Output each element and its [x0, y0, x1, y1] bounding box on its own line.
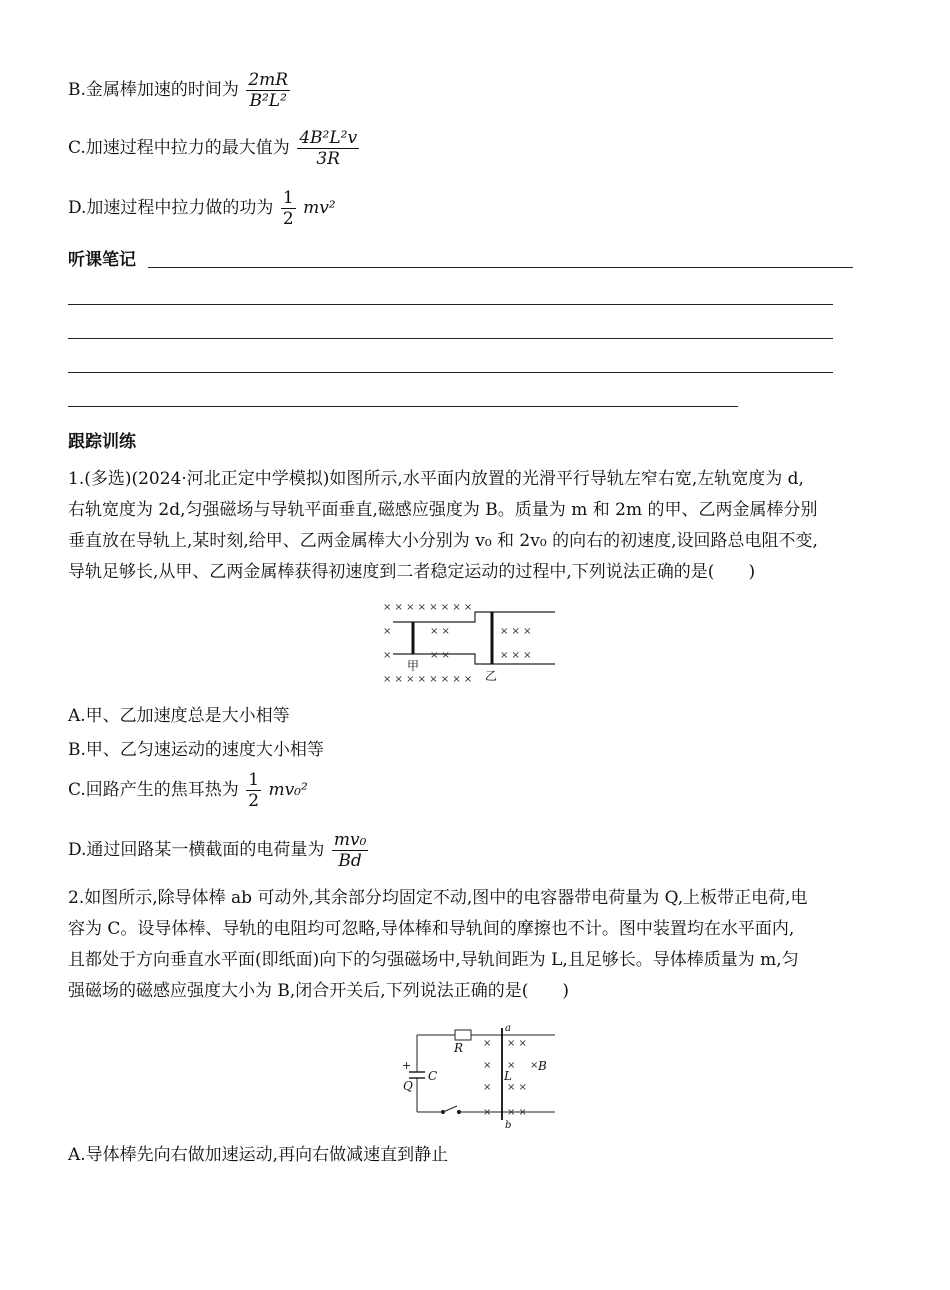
- svg-text:×: ×: [383, 650, 392, 661]
- q2-line: 强磁场的磁感应强度大小为 B,闭合开关后,下列说法正确的是( ): [68, 981, 569, 1001]
- q2-circuit-figure: [395, 1022, 560, 1132]
- option-b: [68, 70, 292, 111]
- label-yi: 乙: [485, 669, 498, 683]
- question-1-stem: [68, 464, 888, 588]
- svg-text:× ×: × ×: [507, 1038, 527, 1049]
- label-l: L: [504, 1069, 512, 1083]
- q1-option-d-prefix: D.通过回路某一横截面的电荷量为: [68, 840, 325, 860]
- q2-line: 容为 C。设导体棒、导轨的电阻均可忽略,导体棒和导轨间的摩擦也不计。图中装置均在水平面内,: [68, 919, 795, 939]
- q1-option-d: [68, 830, 370, 871]
- label-field-b: B: [538, 1059, 547, 1073]
- notes-line-4: [68, 406, 738, 407]
- notes-line-2: [68, 338, 833, 339]
- svg-text:×: ×: [530, 1060, 539, 1071]
- label-r: R: [454, 1041, 464, 1055]
- q1-option-c-prefix: C.回路产生的焦耳热为: [68, 780, 239, 800]
- notes-title: 听课笔记: [68, 250, 136, 270]
- training-title: 跟踪训练: [68, 432, 136, 452]
- svg-text:× ×: × ×: [507, 1107, 527, 1118]
- notes-underline: [148, 267, 853, 268]
- q1-option-d-fraction: $\frac{\text{mv₀}}{Bd}$: [333, 830, 367, 871]
- svg-text:× × × × × × × ×: × × × × × × × ×: [383, 674, 473, 685]
- label-a: a: [505, 1023, 511, 1034]
- q1-option-c: [68, 770, 308, 811]
- label-b: b: [505, 1120, 512, 1131]
- option-d-suffix: mv²: [303, 198, 336, 218]
- svg-text:× × × × × × × ×: × × × × × × × ×: [383, 602, 473, 613]
- label-c: C: [428, 1069, 438, 1083]
- option-d: [68, 188, 336, 229]
- q1-option-b: B.甲、乙匀速运动的速度大小相等: [68, 740, 324, 760]
- option-d-fraction: $\frac{1}{2}$: [282, 188, 294, 229]
- svg-text:× × ×: × × ×: [500, 650, 532, 661]
- svg-text:× ×: × ×: [430, 626, 450, 637]
- question-2-stem: [68, 883, 888, 1007]
- q1-line: 1.(多选)(2024·河北正定中学模拟)如图所示,水平面内放置的光滑平行导轨左窄右宽,左轨宽度为 d,: [68, 469, 804, 489]
- svg-text:×: ×: [483, 1082, 492, 1093]
- svg-text:×: ×: [383, 626, 392, 637]
- option-d-prefix: D.加速过程中拉力做的功为: [68, 198, 274, 218]
- resistor: [455, 1030, 471, 1040]
- svg-text:×: ×: [483, 1038, 492, 1049]
- svg-text:×: ×: [483, 1060, 492, 1071]
- option-b-fraction: $\frac{2mR}{\text{B²L²}}$: [248, 70, 289, 111]
- option-c-prefix: C.加速过程中拉力的最大值为: [68, 138, 290, 158]
- option-b-prefix: B.金属棒加速的时间为: [68, 80, 239, 100]
- option-c: [68, 128, 361, 169]
- notes-line-3: [68, 372, 833, 373]
- svg-text:×: ×: [507, 1060, 516, 1071]
- svg-text:× ×: × ×: [430, 650, 450, 661]
- q1-rails-figure: [375, 598, 565, 688]
- q1-option-c-suffix: mv₀²: [268, 780, 308, 800]
- svg-text:× × ×: × × ×: [500, 626, 532, 637]
- magnetic-field-crosses: [383, 602, 532, 685]
- svg-text:×: ×: [483, 1107, 492, 1118]
- notes-line-1: [68, 304, 833, 305]
- option-c-fraction: $\frac{\text{4B²L²v}}{3R}$: [299, 128, 358, 169]
- label-jia: 甲: [407, 659, 420, 673]
- q1-line: 垂直放在导轨上,某时刻,给甲、乙两金属棒大小分别为 v₀ 和 2v₀ 的向右的初速度,设回路总电阻不变,: [68, 531, 818, 551]
- q1-option-a: A.甲、乙加速度总是大小相等: [68, 706, 290, 726]
- q1-line: 右轨宽度为 2d,匀强磁场与导轨平面垂直,磁感应强度为 B。质量为 m 和 2m 的甲、乙两金属棒分别: [68, 500, 818, 520]
- switch: [443, 1106, 457, 1112]
- q1-option-c-fraction: $\frac{1}{2}$: [248, 770, 260, 811]
- svg-text:× ×: × ×: [507, 1082, 527, 1093]
- label-plus: +: [402, 1059, 412, 1072]
- label-q: Q: [403, 1079, 413, 1093]
- q2-line: 2.如图所示,除导体棒 ab 可动外,其余部分均固定不动,图中的电容器带电荷量为 Q,上板带正电荷,电: [68, 888, 808, 908]
- q2-line: 且都处于方向垂直水平面(即纸面)向下的匀强磁场中,导轨间距为 L,且足够长。导体棒质量为 m,匀: [68, 950, 799, 970]
- q2-option-a: A.导体棒先向右做加速运动,再向右做减速直到静止: [68, 1145, 449, 1165]
- q1-line: 导轨足够长,从甲、乙两金属棒获得初速度到二者稳定运动的过程中,下列说法正确的是( ): [68, 562, 756, 582]
